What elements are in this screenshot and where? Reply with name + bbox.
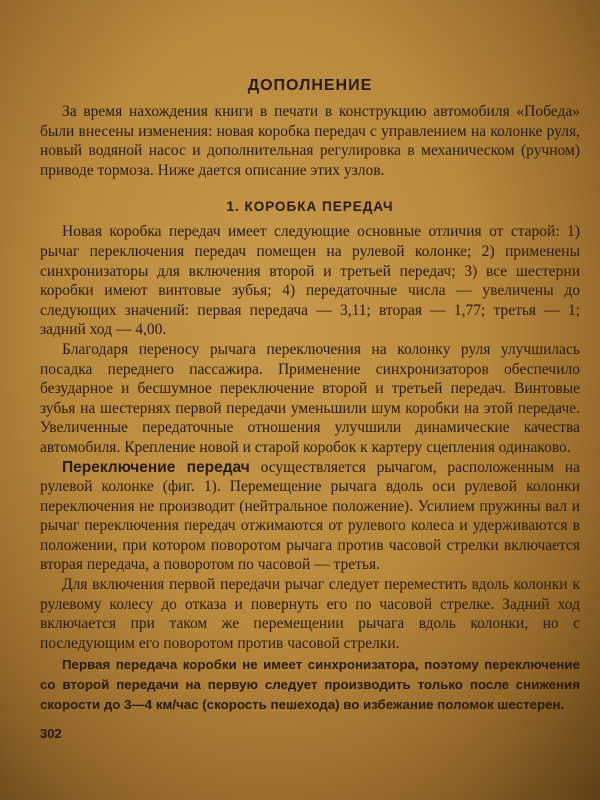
paragraph-gear-shifting: [40, 458, 580, 576]
paragraph-first-reverse: Для включения первой передачи рычаг следует переместить вдоль колонки к рулевому колесу до отказа и повернуть его по часовой стрелке. Задний ход включается при таком же перемещении рычага вдоль колонки, но с последующим его поворотом против часовой стрелки.: [40, 576, 580, 652]
paragraph-benefits: Благодаря переносу рычага переключения на колонку руля улучшилась посадка переднего пассажира. Применение синхронизаторов обеспечило безударное и бесшумное переключение второй и третьей передач. Винтовые зубья на шестернях первой передачи уменьшили шум коробки на этой передаче. Увеличенные передаточные отношения улучшили динамические качества автомобиля. Крепление новой и старой коробок к картеру сцепления одинаково.: [40, 340, 580, 456]
gear-shifting-text: осуществляется рычагом, расположенным на рулевой колонке (фиг. 1). Перемещение рычага вдоль оси рулевой колонки переключения не производит (нейтральное положение). Усилием пружины вал и рычаг переключения передач отжимаются от рулевого колеса и удерживаются в положении, при котором поворотом рычага против часовой стрелки включается вторая передача, а поворотом по часовой — третья.: [40, 458, 580, 574]
book-page: [40, 66, 580, 776]
gear-shifting-lead: Переключение передач: [62, 458, 250, 476]
bold-note: Первая передача коробки не имеет синхронизатора, поэтому переключение со второй передачи на первую следует производить только после снижения скорости до 3—4 км/час (скорость пешехода) во избежание поломок шестерен.: [40, 657, 580, 712]
page-heading: ДОПОЛНЕНИЕ: [247, 77, 373, 94]
intro-paragraph: За время нахождения книги в печати в конструкцию автомобиля «Победа» были внесены изменения: новая коробка передач с управлением на колонке руля, новый водяной насос и дополнительная регулировка в механическом (ручном) приводе тормоза. Ниже дается описание этих узлов.: [40, 103, 580, 179]
paragraph-differences: Новая коробка передач имеет следующие основные отличия от старой: 1) рычаг переключения передач помещен на рулевой колонке; 2) применены синхронизаторы для включения второй и третьей передач; 3) все шестерни коробки имеют винтовые зубья; 4) передаточные числа — увеличены до следующих значений: первая передача — 3,11; вторая — 1,77; третья — 1; задний ход — 4,00.: [40, 223, 580, 339]
section-title: 1. КОРОБКА ПЕРЕДАЧ: [226, 199, 394, 215]
page-number: 302: [40, 726, 62, 742]
